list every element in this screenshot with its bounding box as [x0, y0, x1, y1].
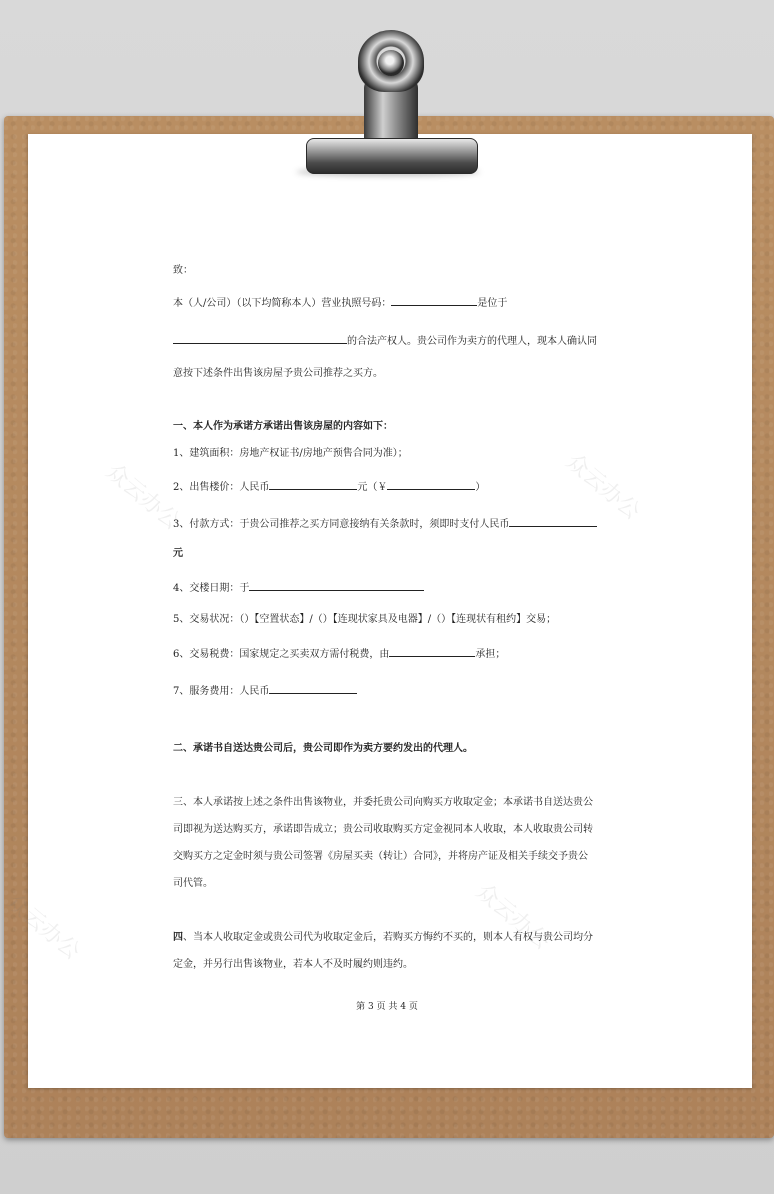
item-price [173, 479, 485, 495]
page-footer: 第 3 页 共 4 页 [356, 1002, 418, 1012]
price-figure-blank [387, 479, 475, 490]
payment-blank [509, 516, 597, 527]
section-4-line: 定金，并另行出售该物业，若本人不及时履约则违约。 [173, 959, 413, 970]
intro-text: 的合法产权人。贵公司作为卖方的代理人，现本人确认同 [347, 336, 597, 347]
intro-line-3: 意按下述条件出售该房屋予贵公司推荐之买方。 [173, 368, 383, 379]
watermark: 众云办公 [560, 449, 645, 525]
salutation: 致： [173, 265, 193, 276]
item-taxes [173, 646, 505, 662]
license-number-blank [391, 295, 477, 306]
item-text: ） [475, 482, 486, 493]
intro-text: 是位于 [477, 298, 508, 309]
taxes-blank [389, 646, 475, 657]
address-blank [173, 333, 347, 344]
item-text: 元（￥ [357, 482, 388, 493]
section-2-title: 二、承诺书自送达贵公司后，贵公司即作为卖方要约发出的代理人。 [173, 743, 473, 754]
watermark: 众云办公 [0, 889, 85, 965]
item-text: 6、交易税费：国家规定之买卖双方需付税费，由 [173, 649, 390, 660]
section-3-line: 司即视为送达购买方，承诺即告成立；贵公司收取购买方定金视同本人收取，本人收取贵公司转 [173, 824, 593, 835]
section-4-line [173, 931, 593, 945]
item-delivery-date [173, 580, 424, 596]
item-text: 7、服务费用：人民币 [173, 686, 270, 697]
section-3-line: 三、本人承诺按上述之条件出售该物业，并委托贵公司向购买方收取定金；本承诺书自送达贵公 [173, 797, 593, 808]
service-fee-blank [269, 683, 357, 694]
item-service-fee [173, 683, 357, 699]
item-transaction-status: 5、交易状况：（）【空置状态】/（）【连现状家具及电器】/（）【连现状有租约】交易； [173, 614, 557, 625]
item-payment-unit: 元 [173, 548, 183, 559]
item-area: 1、建筑面积：房地产权证书/房地产预售合同为准）； [173, 448, 408, 459]
delivery-date-blank [249, 580, 424, 591]
section-4-number: 四 [173, 932, 183, 943]
price-blank [269, 479, 357, 490]
intro-line-1 [173, 295, 507, 311]
item-text: 4、交楼日期：于 [173, 583, 250, 594]
item-payment [173, 516, 597, 532]
item-text: 承担； [475, 649, 506, 660]
watermark: 众云办公 [470, 879, 555, 955]
intro-text: 本（人/公司）（以下均简称本人）营业执照号码： [173, 298, 392, 309]
item-text: 2、出售楼价：人民币 [173, 482, 270, 493]
section-3-line: 司代管。 [173, 878, 213, 889]
item-text: 3、付款方式：于贵公司推荐之买方同意接纳有关条款时，须即时支付人民币 [173, 519, 510, 530]
watermark: 众云办公 [100, 459, 185, 535]
section-3-line: 交购买方之定金时须与贵公司签署《房屋买卖（转让）合同》，并将房产证及相关手续交予贵公 [173, 851, 588, 862]
section-1-title: 一、本人作为承诺方承诺出售该房屋的内容如下： [173, 421, 393, 432]
intro-line-2 [173, 333, 597, 349]
section-4-text: 、当本人收取定金或贵公司代为收取定金后，若购买方悔约不买的，则本人有权与贵公司均分 [183, 932, 593, 943]
